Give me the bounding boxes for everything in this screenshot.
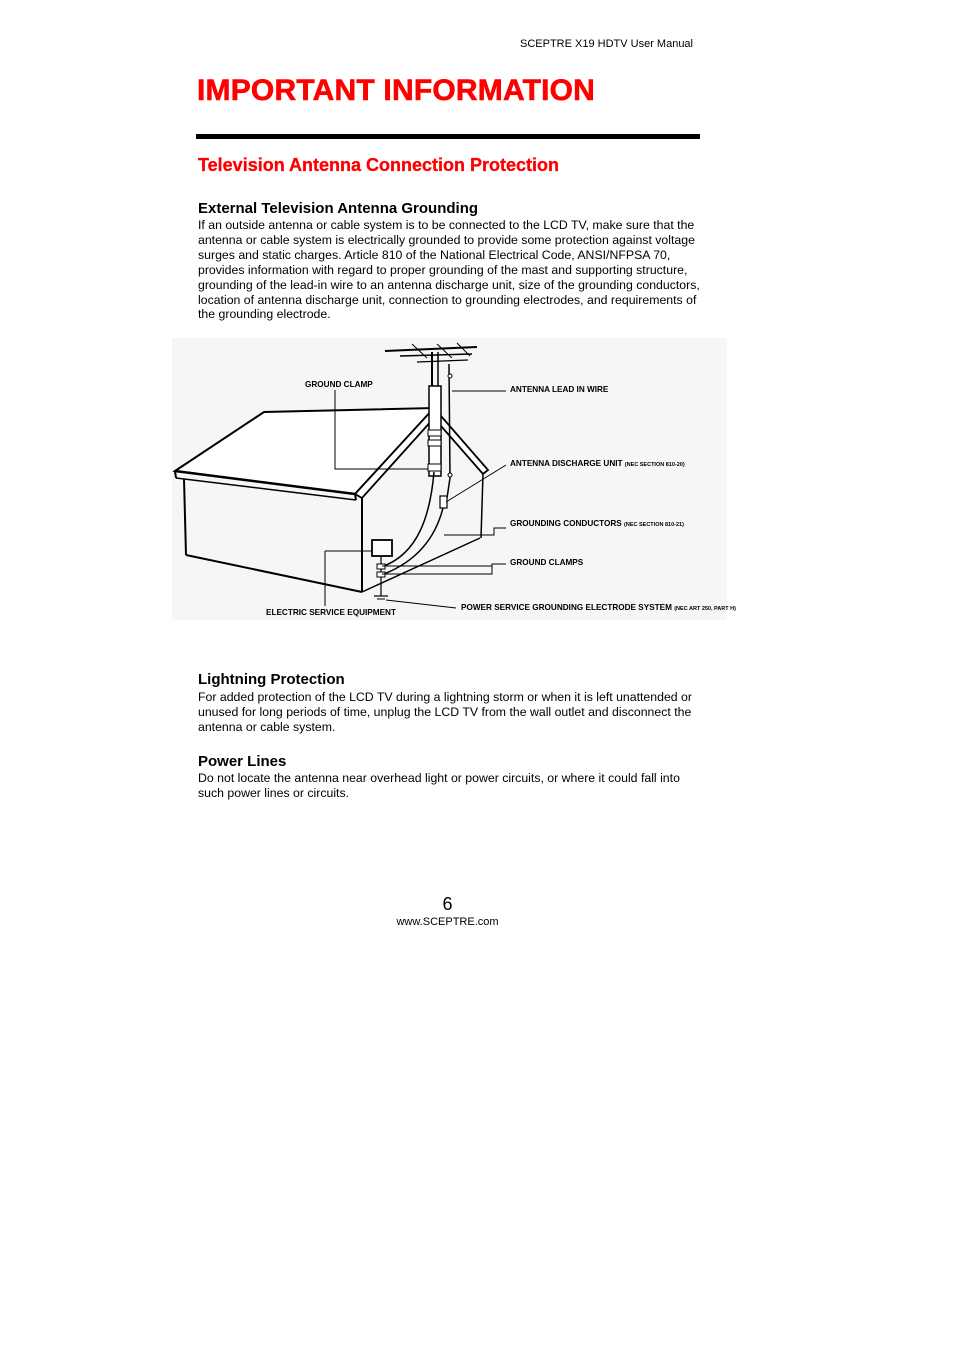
label-discharge-unit: ANTENNA DISCHARGE UNIT (NEC SECTION 810-20) <box>510 459 685 468</box>
label-power-grounding: POWER SERVICE GROUNDING ELECTRODE SYSTEM (NEC ART 250, PART H) <box>461 603 736 612</box>
discharge-unit <box>440 496 447 508</box>
label-ground-clamp: GROUND CLAMP <box>305 380 373 389</box>
antenna-grounding-diagram <box>172 338 736 620</box>
subsection-heading-antenna-grounding: External Television Antenna Grounding <box>198 200 479 217</box>
label-antenna-lead: ANTENNA LEAD IN WIRE <box>510 385 609 394</box>
paragraph-power-lines: Do not locate the antenna near overhead light or power circuits, or where it could fall into such power lines or circuits. <box>198 771 680 800</box>
title-divider <box>196 134 700 139</box>
running-header: SCEPTRE X19 HDTV User Manual <box>520 38 693 50</box>
label-electric-service: ELECTRIC SERVICE EQUIPMENT <box>266 608 396 617</box>
footer-website: www.SCEPTRE.com <box>396 916 499 928</box>
subsection-heading-power-lines: Power Lines <box>198 753 287 770</box>
page-number: 6 <box>442 894 453 914</box>
label-ground-clamps: GROUND CLAMPS <box>510 558 584 567</box>
subsection-heading-lightning: Lightning Protection <box>198 671 345 688</box>
electric-service-box <box>372 540 392 556</box>
page-title: IMPORTANT INFORMATION <box>197 74 596 107</box>
paragraph-antenna-grounding: If an outside antenna or cable system is to be connected to the LCD TV, make sure that the antenna or cable system is electrically grounded to provide some protection against voltage surges and static charges. Article 810 of the National Electrical Code, ANSI/NFPSA 70, provides information with regard to proper grounding of the mast and supporting structure, grounding of the lead-in wire to an antenna discharge unit, size of the grounding conductors, location of antenna discharge unit, connection to grounding electrodes, and requirements of the grounding electrode. <box>198 218 700 322</box>
paragraph-lightning: For added protection of the LCD TV during a lightning storm or when it is left unattended or unused for long periods of time, unplug the LCD TV from the wall outlet and disconnect the antenna or cable system. <box>198 690 692 734</box>
label-grounding-conductors: GROUNDING CONDUCTORS (NEC SECTION 810-21) <box>510 519 684 528</box>
section-title: Television Antenna Connection Protection <box>198 155 560 175</box>
